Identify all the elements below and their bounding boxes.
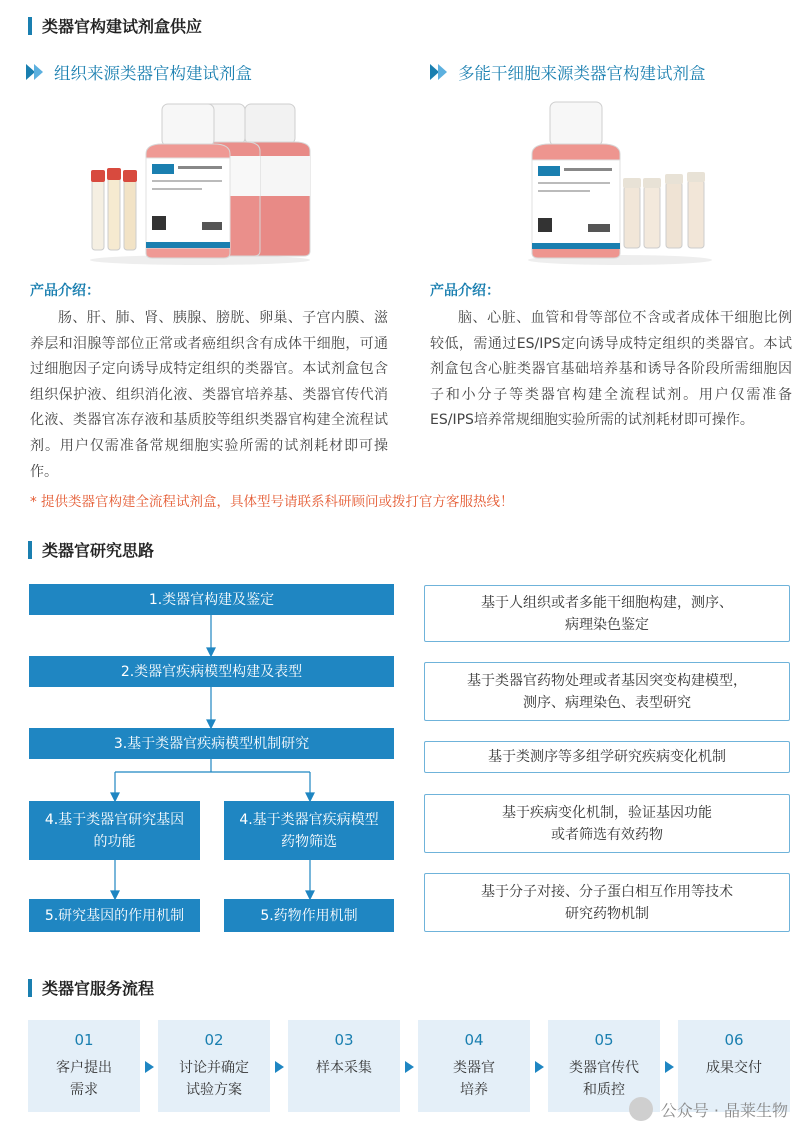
- step-label: [678, 1057, 790, 1079]
- flow-step-5-gene: 5.研究基因的作用机制: [29, 899, 200, 932]
- step-label-line: 样本采集: [316, 1060, 372, 1076]
- flow-line: 4.基于类器官疾病模型: [239, 811, 379, 828]
- arrow-right-icon: [665, 1061, 674, 1073]
- wechat-logo-icon: [629, 1097, 653, 1121]
- step-label-line: 和质控: [583, 1082, 625, 1098]
- step-label: [548, 1057, 660, 1101]
- desc-line: 基于类器官药物处理或者基因突变构建模型，: [467, 672, 747, 689]
- kit-title-left: [26, 60, 252, 84]
- desc-line: 基于疾病变化机制，验证基因功能: [502, 804, 712, 821]
- kit-title-right-text: 多能干细胞来源类器官构建试剂盒: [458, 64, 706, 83]
- section-title-text: 类器官服务流程: [42, 979, 155, 998]
- step-label-line: 客户提出: [56, 1060, 112, 1076]
- title-bar-icon: [28, 541, 32, 559]
- step-number: 02: [204, 1031, 224, 1049]
- arrow-right-icon: [145, 1061, 154, 1073]
- desc-box-1: [424, 585, 790, 642]
- step-label: [158, 1057, 270, 1101]
- desc-box-3: [424, 741, 790, 773]
- kit-title-right: [430, 60, 706, 84]
- flow-line: 的功能: [93, 833, 136, 850]
- arrow-right-icon: [275, 1061, 284, 1073]
- title-bar-icon: [28, 979, 32, 997]
- step-label: [418, 1057, 530, 1101]
- desc-line: 基于分子对接、分子蛋白相互作用等技术: [481, 883, 733, 900]
- service-step-2: [158, 1020, 270, 1112]
- watermark-text: 公众号 · 晶莱生物: [660, 1100, 788, 1120]
- desc-box-5: [424, 873, 790, 932]
- desc-line: 病理染色鉴定: [565, 616, 649, 633]
- desc-line: 研究药物机制: [565, 905, 649, 922]
- arrow-right-icon: [535, 1061, 544, 1073]
- desc-line: 基于类测序等多组学研究疾病变化机制: [488, 749, 726, 765]
- flow-step-4-gene: [29, 801, 200, 860]
- step-number: 05: [594, 1031, 614, 1049]
- flow-line: 4.基于类器官研究基因: [44, 811, 185, 828]
- supply-note: * 提供类器官构建全流程试剂盒，具体型号请联系科研顾问或拨打官方客服热线！: [30, 494, 514, 510]
- kit-title-left-text: 组织来源类器官构建试剂盒: [54, 64, 252, 83]
- flow-step-2: 2.类器官疾病模型构建及表型: [29, 656, 394, 687]
- intro-label-right: 产品介绍：: [430, 283, 500, 299]
- step-label-line: 培养: [460, 1082, 488, 1098]
- flow-step-5-drug: 5.药物作用机制: [224, 899, 394, 932]
- step-label-line: 类器官传代: [569, 1060, 639, 1076]
- service-step-4: [418, 1020, 530, 1112]
- section-title-text: 类器官构建试剂盒供应: [42, 17, 203, 36]
- service-step-1: [28, 1020, 140, 1112]
- vial-icon: [623, 172, 705, 248]
- product-photo-tissue-kit: [80, 96, 320, 266]
- double-chevron-icon: [26, 62, 48, 82]
- arrow-right-icon: [405, 1061, 414, 1073]
- watermark: [629, 1097, 788, 1121]
- intro-label-left: 产品介绍：: [30, 283, 100, 299]
- flow-line: 药物筛选: [281, 833, 337, 850]
- intro-text-right: 脑、心脏、血管和骨等部位不含或者成体干细胞比例较低，需通过ES/IPS定向诱导成特定组织的类器官。本试剂盒包含心脏类器官基础培养基和诱导各阶段所需细胞因子和小分子等类器官构建全流程试剂。用户仅需准备ES/IPS培养常规细胞实验所需的试剂耗材即可操作。: [430, 310, 792, 429]
- step-label-line: 需求: [70, 1082, 98, 1098]
- step-label-line: 试验方案: [186, 1082, 242, 1098]
- desc-line: 或者筛选有效药物: [551, 826, 663, 843]
- section-title-text: 类器官研究思路: [42, 541, 155, 560]
- title-bar-icon: [28, 17, 32, 35]
- section-title-research: [28, 538, 154, 561]
- section-title-service: [28, 976, 154, 999]
- step-label-line: 成果交付: [706, 1060, 762, 1076]
- flow-step-1: 1.类器官构建及鉴定: [29, 584, 394, 615]
- step-label-line: 类器官: [453, 1060, 495, 1076]
- step-label-line: 讨论并确定: [179, 1060, 249, 1076]
- section-title-supply: [28, 14, 202, 37]
- tube-icon: [91, 168, 137, 250]
- step-number: 04: [464, 1031, 484, 1049]
- step-label: [288, 1057, 400, 1079]
- step-label: [28, 1057, 140, 1101]
- product-photo-stemcell-kit: [520, 96, 720, 266]
- flow-step-4-drug: [224, 801, 394, 860]
- desc-box-2: [424, 662, 790, 721]
- service-step-3: [288, 1020, 400, 1112]
- flow-step-3: 3.基于类器官疾病模型机制研究: [29, 728, 394, 759]
- step-number: 01: [74, 1031, 94, 1049]
- intro-text-left: 肠、肝、肺、肾、胰腺、膀胱、卵巢、子宫内膜、滋养层和泪腺等部位正常或者癌组织含有成体干细胞，可通过细胞因子定向诱导成特定组织的类器官。本试剂盒包含组织保护液、组织消化液、类器官培养基、类器官传代消化液、类器官冻存液和基质胶等组织类器官构建全流程试剂。用户仅需准备常规细胞实验所需的试剂耗材即可操作。: [30, 310, 388, 480]
- desc-line: 测序、病理染色、表型研究: [523, 694, 691, 711]
- step-number: 03: [334, 1031, 354, 1049]
- step-number: 06: [724, 1031, 744, 1049]
- desc-line: 基于人组织或者多能干细胞构建，测序、: [481, 594, 733, 611]
- double-chevron-icon: [430, 62, 452, 82]
- desc-box-4: [424, 794, 790, 853]
